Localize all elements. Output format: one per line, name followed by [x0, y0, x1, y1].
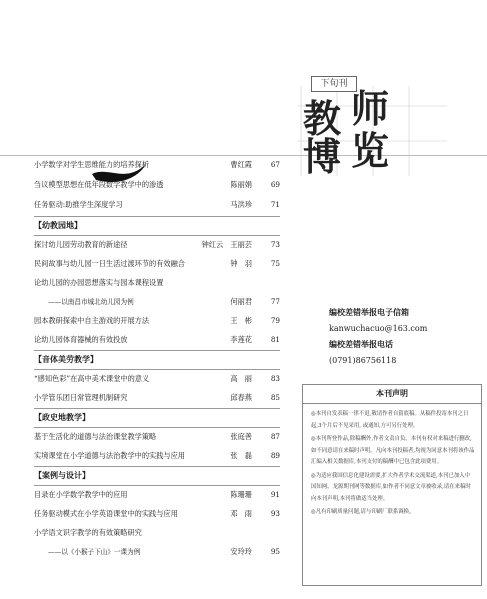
- toc-entry-title: 小学数学对学生思维能力的培养探析: [34, 160, 150, 169]
- toc-entry[interactable]: [34, 156, 280, 174]
- email-address[interactable]: kanwuchacuo@163.com: [329, 324, 428, 333]
- toc-entry-author: 李莲花: [230, 335, 252, 344]
- toc-entry-author: 何丽君: [230, 297, 252, 306]
- toc-entry[interactable]: [34, 274, 280, 292]
- toc-entry-title: 小学语文识字教学的有效策略研究: [34, 528, 142, 537]
- toc-entry[interactable]: [34, 255, 280, 273]
- toc-entry-page: 81: [270, 335, 280, 344]
- toc-entry-author: 曹红霞: [230, 160, 252, 169]
- toc-entry-page: 83: [270, 374, 280, 383]
- toc-entry-author: 马洪珍: [230, 200, 252, 209]
- toc-entry[interactable]: [34, 196, 280, 214]
- section-heading: 【案例与设计】: [34, 471, 90, 480]
- masthead: [297, 76, 449, 179]
- toc-entry-page: 93: [270, 509, 280, 518]
- toc-entry-page: 95: [270, 547, 280, 556]
- toc-entry-title: 园本教研探索中自主游戏的开展方法: [34, 316, 150, 325]
- notice-paragraph: ◎本刊所登作品,除稿酬外,作者文责自负。本刊有权对来稿进行删改,如不同意请在来稿时声明。凡向本刊投稿者,均视为同意本刊将该作品汇编入相关数据库,本刊支付的稿酬中已包含此项费用。: [311, 436, 475, 465]
- masthead-char-1: 教: [303, 97, 342, 141]
- section-heading: 【幼教园地】: [34, 221, 82, 230]
- toc-entry-author: 张 磊: [230, 451, 252, 460]
- toc-entry-page: 67: [270, 160, 280, 169]
- toc-entry-title: 目录在小学数学教学中的应用: [34, 490, 128, 499]
- section-heading: 【音体美劳教学】: [34, 355, 98, 364]
- toc-entry-page: 75: [270, 259, 280, 268]
- notice-paragraph: ◎凡有印刷质量问题,请与印刷厂联系调换。: [311, 509, 415, 515]
- toc-entry-author: 邓 雨: [230, 509, 252, 518]
- toc-entry[interactable]: [34, 236, 280, 254]
- toc-entry[interactable]: [34, 312, 280, 330]
- toc-entry-page: 79: [270, 316, 280, 325]
- notice-box: [302, 384, 482, 586]
- toc-entry[interactable]: [34, 486, 280, 504]
- toc-entry-page: 73: [270, 240, 280, 249]
- toc-entry[interactable]: [34, 524, 280, 542]
- section-divider: [34, 216, 280, 217]
- phone-number: (0791)86756118: [329, 356, 397, 365]
- toc-entry-author: 安玲玲: [230, 547, 252, 556]
- toc-entry-title: 论幼儿园体育器械的有效投放: [34, 335, 128, 344]
- masthead-char-4: 览: [351, 129, 390, 173]
- toc-entry-page: 77: [270, 297, 280, 306]
- section-divider: [34, 350, 280, 351]
- toc-entry[interactable]: [34, 293, 280, 311]
- section-divider: [34, 466, 280, 467]
- toc-entry-page: 71: [270, 200, 280, 209]
- toc-entry-author: 王 彬: [230, 316, 252, 325]
- toc-entry-author: 张庭善: [230, 432, 252, 441]
- toc-entry-author: 陈丽娟: [230, 180, 252, 189]
- toc-entry-subtitle: ——以南昌市城北幼儿园为例: [48, 298, 134, 306]
- toc-entry-author: 钟 羽: [230, 259, 252, 268]
- toc-entry-title: 实境课堂在小学道德与法治教学中的实践与应用: [34, 451, 185, 460]
- toc-entry-author: 邱春燕: [230, 393, 252, 402]
- masthead-char-3: 博: [303, 135, 342, 179]
- toc-entry[interactable]: [34, 370, 280, 388]
- notice-title: 本刊声明: [303, 385, 481, 404]
- toc-entry-title: 任务驱动:助推学生深度学习: [34, 200, 123, 209]
- toc-entry-page: 89: [270, 451, 280, 460]
- toc-entry[interactable]: [34, 447, 280, 465]
- toc-entry-title: “感知色彩”在高中美术课堂中的意义: [34, 374, 150, 383]
- toc-entry-page: 85: [270, 393, 280, 402]
- phone-label: 编校差错举报电话: [329, 340, 393, 349]
- toc-entry-page: 69: [270, 180, 280, 189]
- section-divider: [34, 408, 280, 409]
- toc-entry[interactable]: [34, 389, 280, 407]
- toc-entry-author: 陈珊珊: [230, 490, 252, 499]
- toc-entry[interactable]: [34, 428, 280, 446]
- notice-paragraph: ◎为适应我国信息化建设需要,扩大作者学术交流渠道,本刊已加入中国知网、龙源期刊网等数据库,如作者不同意文章被收录,请在来稿时向本刊声明,本刊将做适当处理。: [311, 472, 471, 502]
- toc-entry-title: 任务驱动模式在小学英语课堂中的实践与应用: [34, 509, 178, 518]
- notice-body: [311, 409, 475, 521]
- toc-entry-page: 87: [270, 432, 280, 441]
- issue-badge: 下旬刊: [311, 76, 357, 92]
- masthead-char-2: 师: [351, 87, 390, 131]
- toc-entry-author: 高 丽: [230, 374, 252, 383]
- toc-entry-title: 刍议模型思想在低年段数学教学中的渗透: [34, 180, 164, 189]
- toc-entry-page: 91: [270, 490, 280, 499]
- section-heading: 【政史地教学】: [34, 413, 90, 422]
- toc-entry[interactable]: [34, 543, 280, 561]
- toc-entry[interactable]: [34, 176, 280, 194]
- toc-entry-title: 论幼儿园的办园思想落实与园本课程设置: [34, 278, 164, 287]
- toc-entry-subtitle: ——以《小猴子下山》一课为例: [48, 548, 141, 556]
- notice-paragraph: ◎本刊自发表稿一律不退,敬请作者自留底稿。从稿件投寄本刊之日起,3个月后不见采用, 或通知,方可另行处理。: [311, 411, 469, 429]
- contact-info: [329, 305, 479, 369]
- toc-entry-title: 探讨幼儿园劳动教育的新途径: [34, 240, 128, 249]
- toc-entry-author: 钟红云 王丽芸: [201, 240, 252, 249]
- email-label: 编校差错举报电子信箱: [329, 308, 409, 317]
- toc-entry[interactable]: [34, 505, 280, 523]
- toc-entry[interactable]: [34, 331, 280, 349]
- toc-entry-title: 民间故事与幼儿园一日生活过渡环节的有效融合: [34, 259, 185, 268]
- toc-entry-title: 小学管乐团日常管理机制研究: [34, 393, 128, 402]
- toc-entry-title: 基于生活化的道德与法治课堂教学策略: [34, 432, 157, 441]
